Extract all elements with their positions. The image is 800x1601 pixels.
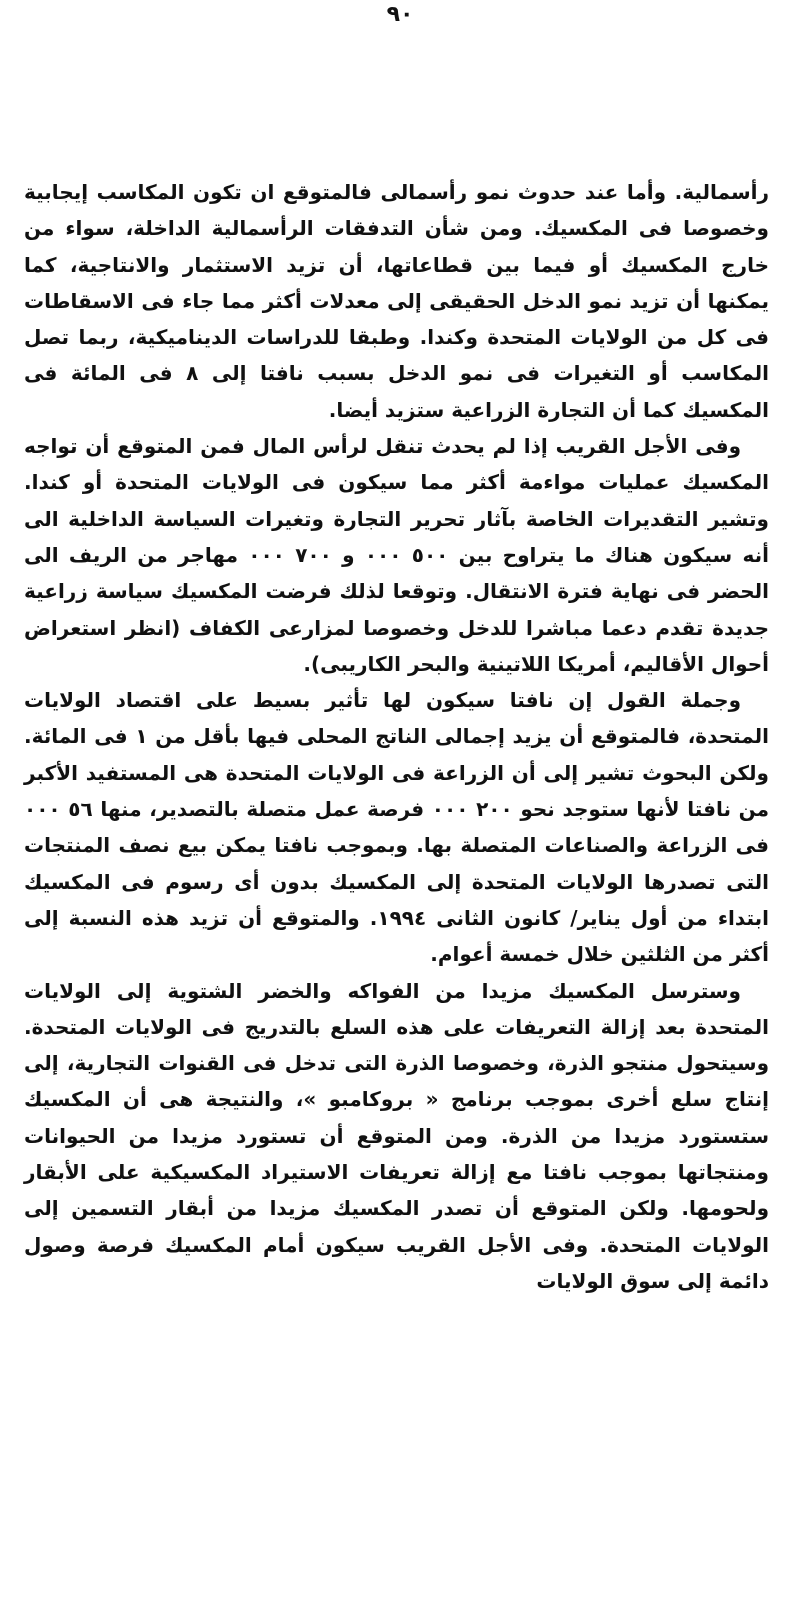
paragraph-1: رأسمالية. وأما عند حدوث نمو رأسمالى فالمتوقع ان تكون المكاسب إيجابية وخصوصا فى المكسيك. ومن شأن التدفقات الرأسمالية الداخلة، سواء من خارج المكسيك أو فيما بين قطاعاتها، أن تزيد الاستثمار والانتاجية، كما يمكنها أن تزيد نمو الدخل الحقيقى إلى معدلات أكثر مما جاء فى الاسقاطات فى كل من الولايات المتحدة وكندا. وطبقا للدراسات الديناميكية، ربما تصل المكاسب أو التغيرات فى نمو الدخل بسبب نافتا إلى ٨ فى المائة فى المكسيك كما أن التجارة الزراعية ستزيد أيضا.: [24, 180, 769, 422]
paragraph-3: وجملة القول إن نافتا سيكون لها تأثير بسيط على اقتصاد الولايات المتحدة، فالمتوقع أن يزيد إجمالى الناتج المحلى فيها بأقل من ١ فى المائة. ولكن البحوث تشير إلى أن الزراعة فى الولايات المتحدة هى المستفيد الأكبر من نافتا لأنها ستوجد نحو ٢٠٠ ٠٠٠ فرصة عمل متصلة بالتصدير، منها ٥٦ ٠٠٠ فى الزراعة والصناعات المتصلة بها. وبموجب نافتا يمكن بيع نصف المنتجات التى تصدرها الولايات المتحدة إلى المكسيك بدون أى رسوم فى المكسيك ابتداء من أول يناير/ كانون الثانى ١٩٩٤. والمتوقع أن تزيد هذه النسبة إلى أكثر من الثلثين خلال خمسة أعوام.: [24, 688, 770, 967]
article-body: [24, 174, 769, 1299]
page-number: ٩٠: [386, 2, 414, 27]
paragraph-4: وسترسل المكسيك مزيدا من الفواكه والخضر الشتوية إلى الولايات المتحدة بعد إزالة التعريفات على هذه السلع بالتدريج فى الولايات المتحدة. وسيتحول منتجو الذرة، وخصوصا الذرة التى تدخل فى القنوات التجارية، إلى إنتاج سلع أخرى بموجب برنامج « بروكامبو »، والنتيجة هى أن المكسيك ستستورد مزيدا من الذرة. ومن المتوقع أن تستورد مزيدا من الحيوانات ومنتجاتها بموجب نافتا مع إزالة تعريفات الاستيراد المكسيكية على الأبقار ولحومها. ولكن المتوقع أن تصدر المكسيك مزيدا من أبقار التسمين إلى الولايات المتحدة. وفى الأجل القريب سيكون أمام المكسيك فرصة وصول دائمة إلى سوق الولايات: [24, 978, 769, 1293]
paragraph-2: وفى الأجل القريب إذا لم يحدث تنقل لرأس المال فمن المتوقع أن تواجه المكسيك عمليات مواءمة أكثر مما سيكون فى الولايات المتحدة أو كندا. وتشير التقديرات الخاصة بآثار تحرير التجارة وتغيرات السياسة الداخلية الى أنه سيكون هناك ما يتراوح بين ٥٠٠ ٠٠٠ و ٧٠٠ ٠٠٠ مهاجر من الريف الى الحضر فى نهاية فترة الانتقال. وتوقعا لذلك فرضت المكسيك سياسة زراعية جديدة تقدم دعما مباشرا للدخل وخصوصا لمزارعى الكفاف (انظر استعراض أحوال الأقاليم، أمريكا اللاتينية والبحر الكاريبى).: [24, 434, 769, 676]
